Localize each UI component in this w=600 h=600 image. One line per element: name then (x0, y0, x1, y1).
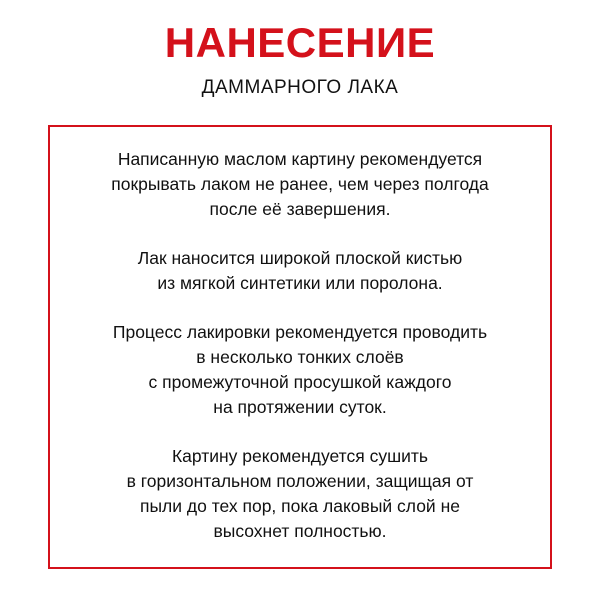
paragraph-4 (127, 444, 474, 544)
paragraph-1 (111, 147, 489, 222)
paragraph-line: с промежуточной просушкой каждого (148, 372, 452, 392)
paragraph-line: Лак наносится широкой плоской кистью (137, 248, 463, 268)
paragraph-line: в горизонтальном положении, защищая от (126, 471, 474, 491)
page-title: НАНЕСЕНИЕ (164, 19, 436, 66)
paragraph-line: пыли до тех пор, пока лаковый слой не (140, 496, 460, 516)
instructions-frame (48, 125, 552, 569)
paragraph-line: высохнет полностью. (213, 521, 387, 541)
paragraph-line: Картину рекомендуется сушить (171, 446, 429, 466)
paragraph-line: Написанную маслом картину рекомендуется (117, 149, 483, 169)
paragraph-line: после её завершения. (209, 199, 391, 219)
paragraph-line: Процесс лакировки рекомендуется проводить (112, 322, 488, 342)
page-subtitle: ДАММАРНОГО ЛАКА (201, 77, 399, 98)
paragraph-line: покрывать лаком не ранее, чем через полгода (111, 174, 489, 194)
paragraph-line: на протяжении суток. (213, 397, 387, 417)
paragraph-line: в несколько тонких слоёв (196, 347, 404, 367)
paragraph-line: из мягкой синтетики или поролона. (157, 273, 443, 293)
paragraph-3 (113, 320, 487, 420)
paragraph-2 (138, 246, 463, 296)
